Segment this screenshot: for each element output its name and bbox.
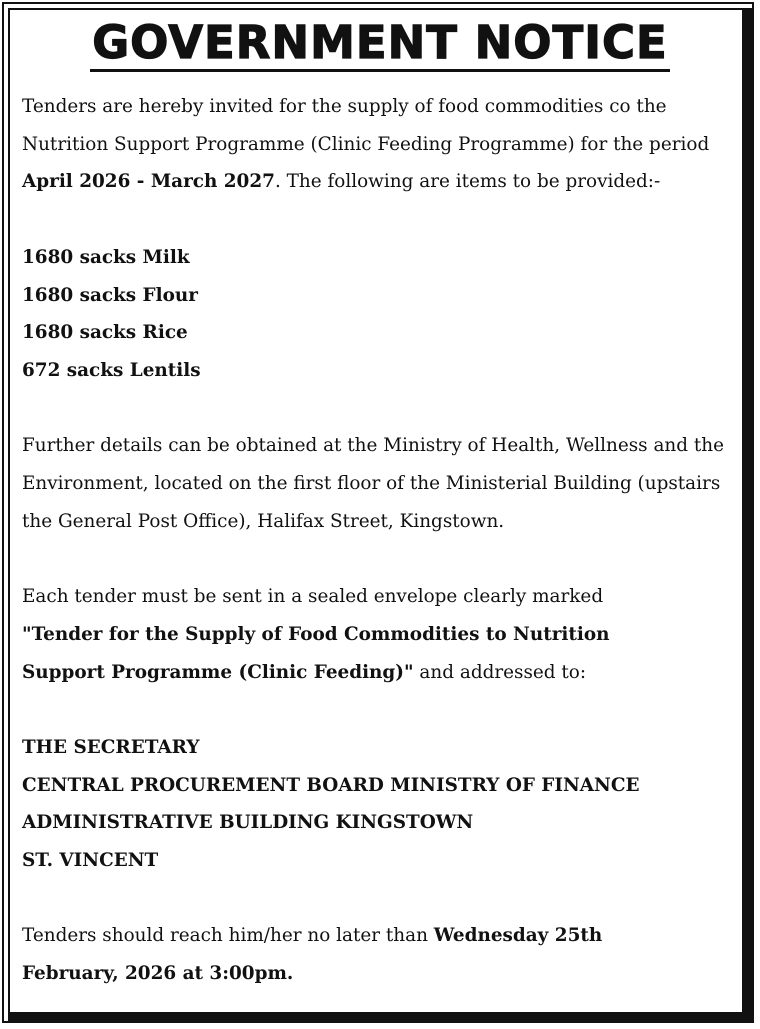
address-line-2: CENTRAL PROCUREMENT BOARD MINISTRY OF FINANCE	[22, 774, 640, 796]
intro-text-a: Tenders are hereby invited for the supply of food commodities co the	[22, 96, 667, 117]
notice-title	[0, 14, 760, 72]
details-line-1: Further details can be obtained at the Ministry of Health, Wellness and the	[22, 435, 725, 457]
spacer	[22, 390, 734, 428]
spacer	[22, 540, 734, 578]
details-line-2: Environment, located on the first floor of the Ministerial Building (upstairs	[22, 473, 721, 494]
notice-shadow-right	[744, 8, 754, 1020]
deadline-line-1	[22, 917, 734, 955]
envelope-marking-line-1: "Tender for the Supply of Food Commodities to Nutrition	[22, 623, 610, 645]
address-line-3: ADMINISTRATIVE BUILDING KINGSTOWN	[22, 812, 474, 834]
envelope-marking-line-2: Support Programme (Clinic Feeding)"	[22, 661, 414, 683]
details-line-3: the General Post Office), Halifax Street, Kingstown.	[22, 510, 505, 532]
intro-line-3	[22, 163, 734, 201]
address-line-4: ST. VINCENT	[22, 850, 159, 871]
spacer	[22, 691, 734, 729]
deadline-date-a: Wednesday 25th	[433, 925, 603, 947]
item-milk: 1680 sacks Milk	[22, 246, 190, 268]
notice-body	[22, 88, 734, 993]
notice-shadow-bottom	[8, 1013, 752, 1021]
item-flour: 1680 sacks Flour	[22, 284, 198, 306]
intro-line-1	[22, 88, 734, 126]
spacer	[22, 201, 734, 239]
intro-text-c: . The following are items to be provided:-	[274, 171, 661, 193]
envelope-line-3	[22, 654, 734, 692]
intro-line-2	[22, 126, 734, 164]
address-line-1: THE SECRETARY	[22, 736, 200, 758]
item-lentils: 672 sacks Lentils	[22, 359, 201, 381]
deadline-text: Tenders should reach him/her no later than	[22, 925, 434, 947]
notice-title-text: GOVERNMENT NOTICE	[90, 17, 670, 72]
item-rice: 1680 sacks Rice	[22, 322, 188, 344]
envelope-line-1: Each tender must be sent in a sealed envelope clearly marked	[22, 586, 604, 608]
envelope-text-b: and addressed to:	[413, 661, 587, 683]
spacer	[22, 880, 734, 918]
intro-text-b: Nutrition Support Programme (Clinic Feeding Programme) for the period	[22, 133, 710, 155]
tender-period: April 2026 - March 2027	[22, 171, 275, 193]
deadline-line-2: February, 2026 at 3:00pm.	[22, 963, 294, 985]
